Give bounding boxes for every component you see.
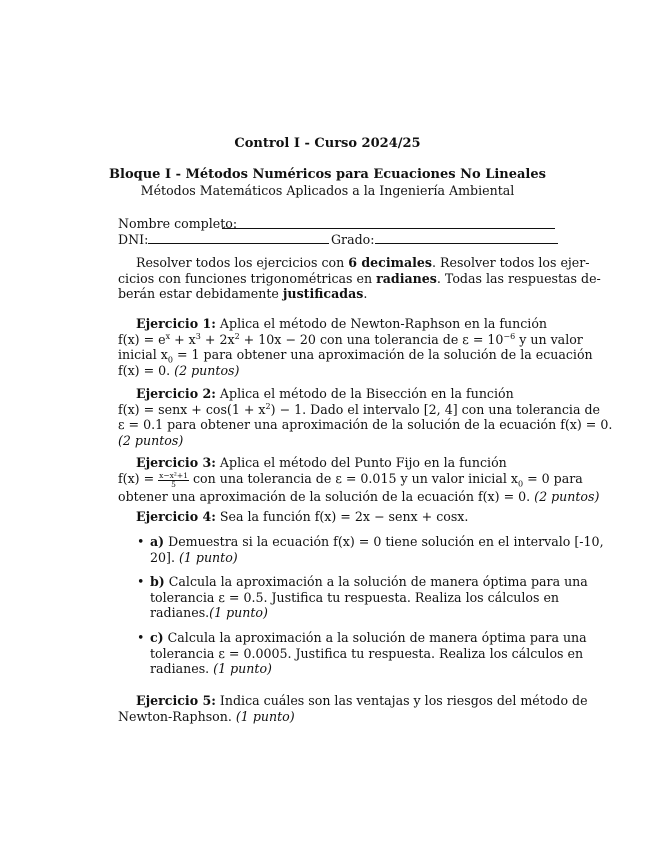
instructions: Resolver todos los ejercicios con 6 decimales. Resolver todos los ejer- cicios con funciones trigonométricas en radianes. Todas las respuestas de- berán estar debidamente justificadas. <box>118 255 601 302</box>
dni-field[interactable] <box>148 243 329 244</box>
block-title: Bloque I - Métodos Numéricos para Ecuaciones No Lineales <box>109 167 546 182</box>
course-title: Métodos Matemáticos Aplicados a la Ingeniería Ambiental <box>140 183 515 198</box>
exam-title: Control I - Curso 2024/25 <box>234 136 421 151</box>
exercise-5-label: Ejercicio 5: <box>136 693 216 708</box>
exam-page: Control I - Curso 2024/25 Bloque I - Métodos Numéricos para Ecuaciones No Lineales Métodos Matemáticos Aplicados a la Ingeniería Ambiental Nombre completo: DNI: Grado: Resolver todos los ejercicios con 6 decimales. Resolver todos los ejer- cicios con funciones trigonométricas en radianes. Todas las respuestas de- berán estar debidamente justificadas. Ejercicio 1: Aplica el método de Newton-Raphson en la función $f(x) = e^x + x^3 + 2x^2 + 10x - 20$ con una tolerancia de $\varepsilon = 10^{-6}$ y un valor inicial $x_0 = 1$ para obtener una aproximación de la solución de la ecuación f(x) = 0. (2 puntos) Ejercicio 2: Aplica el método de la Bisección en la función f(x) = senx + $\cos(1 + x^2) - 1$. Dado el intervalo [2, 4] con una tolerancia de ε = 0.1 para obtener una aproximación de la solución de la ecuación f(x) = 0. (2 puntos) Ejercicio 3: Aplica el método del Punto Fijo en la función f(x) = $\frac{\text{x−x²+1}}{5}$ con una tolerancia de ε = 0.015 y un valor inicial $x_0 = 0$ para obtener una aproximación de la solución de la ecuación f(x) = 0. (2 puntos) Ejercicio 4: Sea la función f(x) = 2x − senx + cosx. • a) Demuestra si la ecuación f(x) = 0 tiene solución en el intervalo [-10, 20]. (1 punto) • b) Calcula la aproximación a la solución de manera óptima para una tolerancia ε = 0.5. Justifica tu respuesta. Realiza los cálculos en radianes.(1 punto) • c) Calcula la aproximación a la solución de manera óptima para una tolerancia ε = 0.0005. Justifica tu respuesta. Realiza los cálculos en radianes. (1 punto) Ejercicio 5: Indica cuáles son las ventajas y los riesgos del método de Newton-Raphson. (1 punto) <box>0 0 655 848</box>
exercise-2-label: Ejercicio 2: <box>136 386 216 401</box>
fraction: $\frac{\text{x−x²+1}}{5}$ <box>159 470 188 489</box>
bullet-icon: • <box>137 534 145 549</box>
bullet-icon: • <box>137 630 145 645</box>
exercise-5: Ejercicio 5: Indica cuáles son las ventajas y los riesgos del método de Newton-Raphson. (1 punto) <box>118 693 588 724</box>
exercise-1-label: Ejercicio 1: <box>136 316 216 331</box>
exercise-2: Ejercicio 2: Aplica el método de la Bisección en la función f(x) = senx + $\cos(1 + x^2) - 1$. Dado el intervalo [2, 4] con una tolerancia de ε = 0.1 para obtener una aproximación de la solución de la ecuación f(x) = 0. (2 puntos) <box>118 386 613 449</box>
grade-field[interactable] <box>375 243 558 244</box>
name-field[interactable] <box>222 228 555 229</box>
name-label: Nombre completo: <box>118 216 238 231</box>
exercise-1-points: (2 puntos) <box>174 363 240 379</box>
dni-label: DNI: <box>118 232 149 247</box>
exercise-4: Ejercicio 4: Sea la función f(x) = 2x − senx + cosx. <box>136 509 469 524</box>
exercise-3-label: Ejercicio 3: <box>136 455 216 470</box>
exercise-1: Ejercicio 1: Aplica el método de Newton-Raphson en la función $f(x) = e^x + x^3 + 2x^2 + 10x - 20$ con una tolerancia de $\varepsilon = 10^{-6}$ y un valor inicial $x_0 = 1$ para obtener una aproximación de la solución de la ecuación f(x) = 0. (2 puntos) <box>118 316 593 379</box>
grade-label: Grado: <box>331 232 375 247</box>
exercise-2-points: (2 puntos) <box>118 433 184 449</box>
exercise-4-label: Ejercicio 4: <box>136 509 216 524</box>
exercise-3: Ejercicio 3: Aplica el método del Punto Fijo en la función f(x) = $\frac{\text{x−x²+1}}{5}$ con una tolerancia de ε = 0.015 y un valor inicial $x_0 = 0$ para obtener una aproximación de la solución de la ecuación f(x) = 0. (2 puntos) <box>118 455 600 504</box>
bullet-icon: • <box>137 574 145 589</box>
exercise-3-points: (2 puntos) <box>534 488 600 504</box>
exercise-5-points: (1 punto) <box>235 708 295 724</box>
